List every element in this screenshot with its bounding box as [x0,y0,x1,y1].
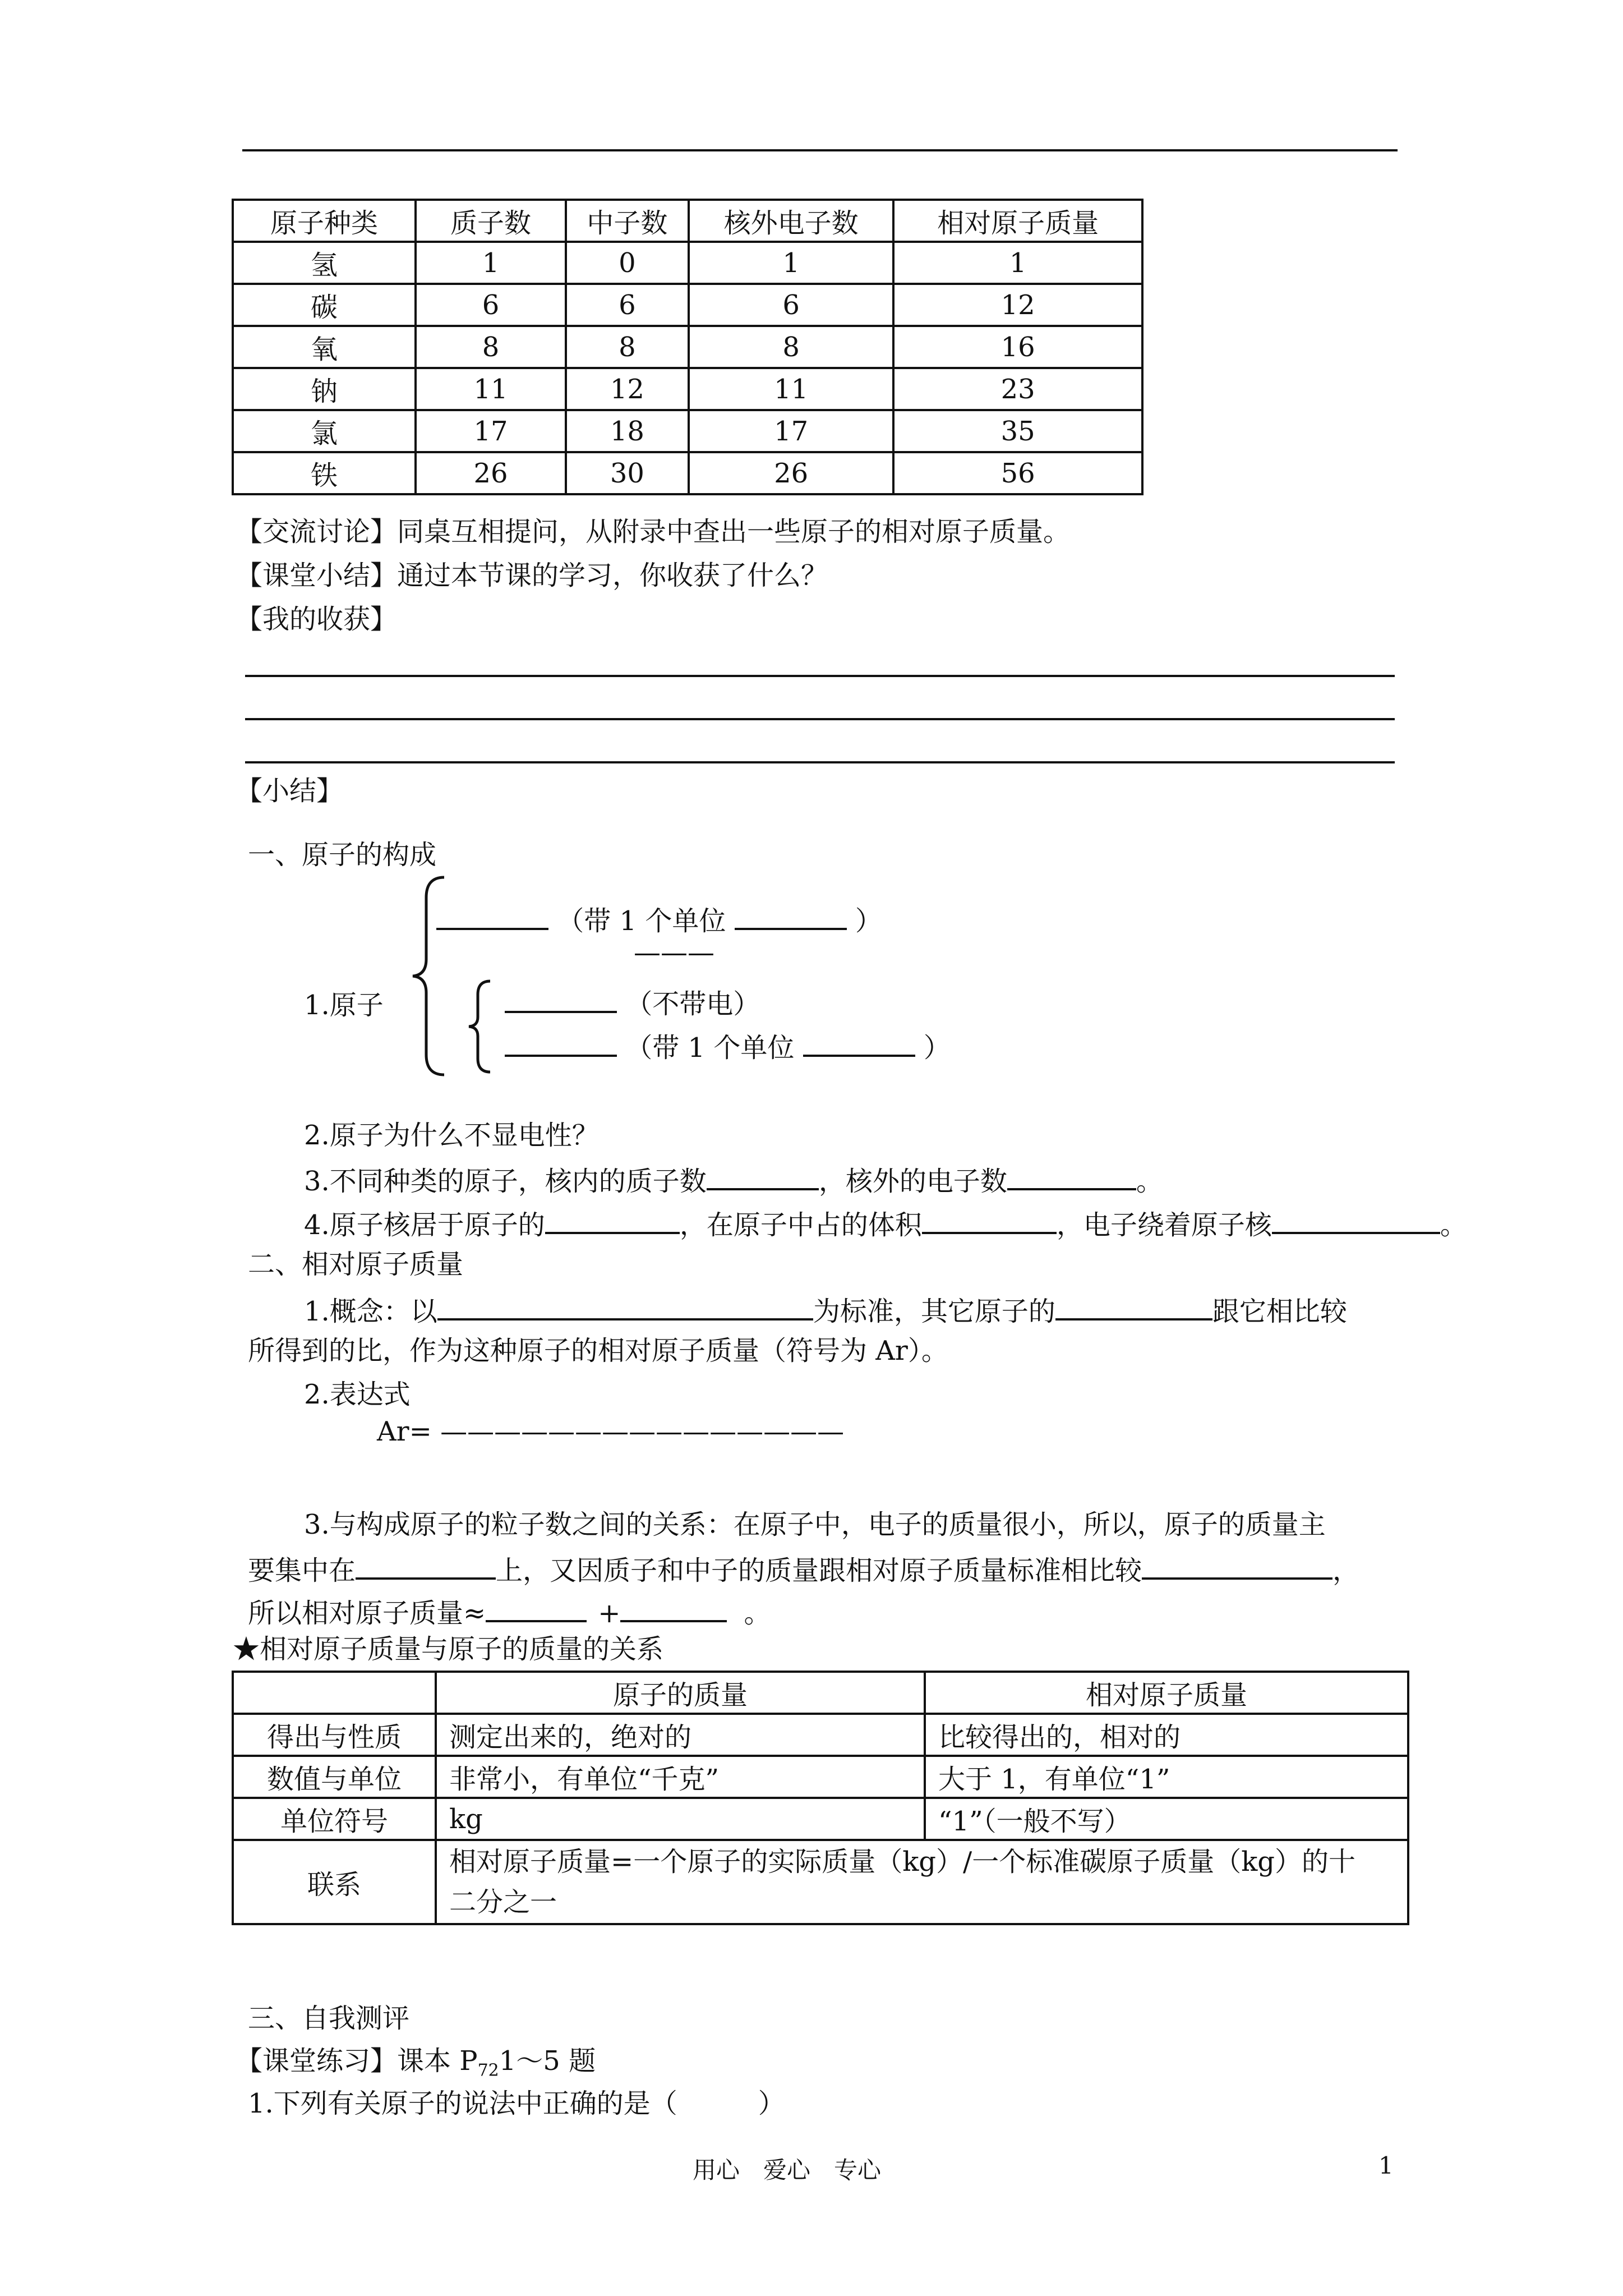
practice-text: 【课堂练习】课本 P [236,2045,478,2077]
footer-center: 用心 爱心 专心 [693,2156,882,2184]
table-row [233,242,1142,284]
table-header-cell: 相对原子质量 [893,200,1142,242]
table-cell: 18 [566,410,689,452]
section3-title: 三、自我测评 [248,2003,410,2034]
relation-text: 。 [744,1598,771,1629]
table-cell: 26 [416,452,566,494]
table-header-cell: 原子种类 [233,200,416,242]
concept-text: 跟它相比较 [1212,1296,1347,1327]
table-cell: “1”（一般不写） [925,1798,1408,1840]
practice-text: 1～5 题 [499,2045,596,2077]
blank-line[interactable] [505,984,617,1013]
table-cell: 联系 [233,1840,436,1924]
table-cell: 数值与单位 [233,1756,436,1798]
table-cell: 大于 1，有单位“1” [925,1756,1408,1798]
inner-brace [465,979,494,1074]
close-paren: ） [923,1032,951,1064]
table-cell: 非常小，有单位“千克” [436,1756,925,1798]
table-cell: 6 [566,284,689,326]
section2-title: 二、相对原子质量 [248,1249,464,1280]
discussion-text: 【交流讨论】同桌互相提问，从附录中查出一些原子的相对原子质量。 [236,516,1071,547]
table-header-cell: 相对原子质量 [925,1672,1408,1714]
table-cell: 16 [893,326,1142,368]
neutron-desc: （不带电） [625,988,760,1020]
question-3 [304,1161,1163,1198]
star-heading: ★相对原子质量与原子的质量的关系 [233,1634,664,1665]
table-cell: 17 [416,410,566,452]
q3-text: 。 [1136,1166,1163,1197]
table-row [233,368,1142,410]
link-text: 二分之一 [449,1887,557,1918]
table-cell: 氢 [233,242,416,284]
concept-text: 1.概念：以 [304,1296,437,1327]
table-header-cell: 原子的质量 [436,1672,925,1714]
practice-line [236,2044,596,2088]
blank-line[interactable] [545,1205,680,1234]
table-cell: 碳 [233,284,416,326]
relation-text: ， [1332,1555,1360,1586]
blank-line[interactable] [1272,1205,1440,1234]
table-cell: 氧 [233,326,416,368]
table-cell: 17 [689,410,893,452]
table-cell: 30 [566,452,689,494]
concept-line-2: 所得到的比，作为这种原子的相对原子质量（符号为 Ar）。 [248,1335,948,1366]
dash-text: ——— [634,937,714,968]
answer-line [245,675,1395,677]
table-cell: 氯 [233,410,416,452]
atom-label: 1.原子 [304,990,384,1021]
blank-line[interactable] [356,1550,496,1580]
table-cell: 8 [416,326,566,368]
q3-text: ，核外的电子数 [818,1166,1007,1197]
answer-line [245,718,1395,720]
table-cell: 11 [689,368,893,410]
table-header-cell: 质子数 [416,200,566,242]
table-row [233,284,1142,326]
relation-text: 所以相对原子质量≈ [248,1598,486,1629]
question-1: 1.下列有关原子的说法中正确的是（ ） [248,2088,785,2119]
close-paren: ） [855,905,882,937]
link-text: 相对原子质量=一个原子的实际质量（kg）/一个标准碳原子质量（kg）的十 [449,1846,1356,1878]
table-cell: 0 [566,242,689,284]
blank-line[interactable] [620,1593,727,1622]
table-cell: 35 [893,410,1142,452]
table-cell: 测定出来的，绝对的 [436,1714,925,1756]
table-row [233,410,1142,452]
table-cell: 8 [566,326,689,368]
q4-text: ，在原子中占的体积 [679,1209,922,1241]
concept-text: 为标准，其它原子的 [813,1296,1055,1327]
table-cell: 得出与性质 [233,1714,436,1756]
table-cell: 26 [689,452,893,494]
relation-text: 上，又因质子和中子的质量跟相对原子质量标准相比较 [496,1555,1142,1586]
blank-line[interactable] [486,1593,587,1622]
table-header-row [233,1672,1408,1714]
q4-text: ，电子绕着原子核 [1056,1209,1272,1241]
header-rule [242,149,1398,151]
table-row [233,452,1142,494]
answer-line [245,761,1395,763]
table-header-cell: 核外电子数 [689,200,893,242]
proton-row [505,1028,951,1065]
table-cell: 6 [416,284,566,326]
page-number: 1 [1378,2152,1394,2179]
relation-table [232,1671,1409,1925]
table-cell: 单位符号 [233,1798,436,1840]
table-cell: kg [436,1798,925,1840]
table-cell: 1 [689,242,893,284]
blank-line[interactable] [437,1291,813,1320]
table-header-cell [233,1672,436,1714]
practice-page-sub: 72 [477,2060,499,2081]
q3-text: 3.不同种类的原子，核内的质子数 [304,1166,707,1197]
table-header-row [233,200,1142,242]
table-cell: 8 [689,326,893,368]
xiaojie-heading: 【小结】 [236,775,344,807]
concept-line [304,1291,1347,1328]
table-cell: 铁 [233,452,416,494]
relation-text: + [598,1598,621,1629]
atom-table [232,199,1144,495]
table-cell: 1 [416,242,566,284]
summary-question: 【课堂小结】通过本节课的学习，你收获了什么？ [236,560,828,591]
neutron-row [505,984,760,1021]
my-gain-label: 【我的收获】 [236,604,398,635]
table-row [233,1840,1408,1924]
q4-text: 。 [1440,1209,1467,1241]
blank-line[interactable] [922,1205,1057,1234]
q4-text: 4.原子核居于原子的 [304,1209,545,1241]
table-cell: 6 [689,284,893,326]
nucleus-charge-text: （带 1 个单位 [557,905,726,937]
section1-title: 一、原子的构成 [248,839,437,871]
table-row [233,1714,1408,1756]
table-cell: 23 [893,368,1142,410]
table-cell: 1 [893,242,1142,284]
table-row [233,1756,1408,1798]
table-cell: 12 [893,284,1142,326]
table-cell: 56 [893,452,1142,494]
blank-line[interactable] [803,1028,915,1057]
proton-desc: （带 1 个单位 [625,1032,795,1064]
table-cell: 11 [416,368,566,410]
question-4 [304,1205,1467,1242]
relation-line-3 [248,1593,771,1630]
table-cell: 钠 [233,368,416,410]
blank-line[interactable] [1142,1550,1332,1580]
relation-line-2 [248,1550,1359,1588]
blank-line[interactable] [436,901,548,930]
link-cell [436,1840,1408,1924]
blank-line[interactable] [505,1028,617,1057]
table-row [233,326,1142,368]
table-header-cell: 中子数 [566,200,689,242]
relation-text: 要集中在 [248,1555,356,1586]
table-row [233,1798,1408,1840]
relation-line-1: 3.与构成原子的粒子数之间的关系：在原子中，电子的质量很小，所以，原子的质量主 [304,1509,1326,1540]
question-2: 2.原子为什么不显电性？ [304,1120,599,1151]
expression: Ar= ——————————————— [377,1416,845,1447]
table-cell: 比较得出的，相对的 [925,1714,1408,1756]
blank-line[interactable] [1007,1161,1136,1190]
blank-line[interactable] [735,901,847,930]
blank-line[interactable] [1055,1291,1212,1320]
expression-label: 2.表达式 [304,1379,411,1410]
blank-line[interactable] [707,1161,819,1190]
nucleus-row [436,901,882,938]
table-cell: 12 [566,368,689,410]
